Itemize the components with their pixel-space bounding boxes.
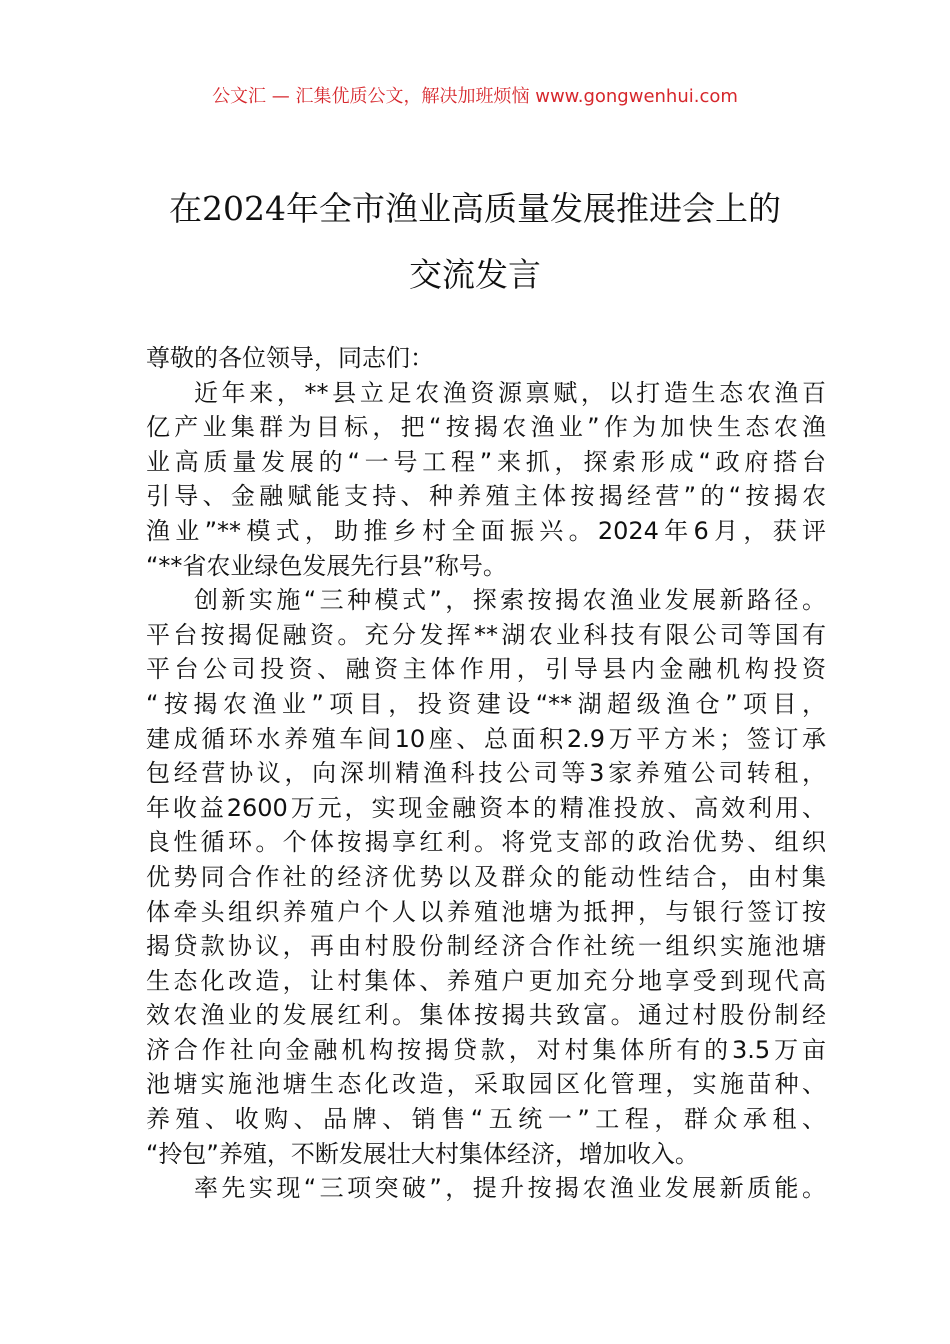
text-line: “按揭农渔业”项目，投资建设“**湖超级渔仓”项目， [146,689,826,718]
document-title [120,176,830,308]
site-header: 公文汇 — 汇集优质公文，解决加班烦恼 www.gongwenhui.com [212,86,738,107]
title-line: 在2024年全市渔业高质量发展推进会上的 [169,189,781,228]
text-line: 亿产业集群为目标，把“按揭农渔业”作为加快生态农渔 [146,413,826,442]
text-line: 渔业”**模式，助推乡村全面振兴。2024年6月，获评 [146,516,826,545]
document-body [146,341,826,1206]
text-line: 优势同合作社的经济优势以及群众的能动性结合，由村集 [146,862,826,891]
text-line: 揭贷款协议，再由村股份制经济合作社统一组织实施池塘 [146,932,826,961]
section-heading-line: 创新实施“三种模式”，探索按揭农渔业发展新路径。 [194,586,826,615]
text-line: 池塘实施池塘生态化改造，采取园区化管理，实施苗种、 [146,1070,826,1099]
text-line: 济合作社向金融机构按揭贷款，对村集体所有的3.5万亩 [146,1035,826,1064]
salutation: 尊敬的各位领导，同志们： [146,344,434,372]
text-line: “拎包”养殖，不断发展壮大村集体经济，增加收入。 [146,1139,699,1168]
text-line: 平台公司投资、融资主体作用，引导县内金融机构投资 [146,655,826,684]
text-line: 平台按揭促融资。充分发挥**湖农业科技有限公司等国有 [146,620,826,649]
text-line: 近年来，**县立足农渔资源禀赋，以打造生态农渔百 [194,378,826,407]
text-line: 建成循环水养殖车间10座、总面积2.9万平方米；签订承 [146,724,826,753]
text-line: 包经营协议，向深圳精渔科技公司等3家养殖公司转租， [146,759,826,788]
text-line: “**省农业绿色发展先行县”称号。 [146,551,507,580]
text-line: 效农渔业的发展红利。集体按揭共致富。通过村股份制经 [146,1001,826,1030]
text-line: 体牵头组织养殖户个人以养殖池塘为抵押，与银行签订按 [146,897,826,926]
text-line: 年收益2600万元，实现金融资本的精准投放、高效利用、 [146,793,826,822]
section-heading-line: 率先实现“三项突破”，提升按揭农渔业发展新质能。 [194,1174,826,1203]
text-line: 良性循环。个体按揭享红利。将党支部的政治优势、组织 [146,828,826,857]
text-line: 业高质量发展的“一号工程”来抓，探索形成“政府搭台 [146,447,826,476]
text-line: 生态化改造，让村集体、养殖户更加充分地享受到现代高 [146,966,826,995]
text-line: 养殖、收购、品牌、销售“五统一”工程，群众承租、 [146,1105,826,1134]
title-line: 交流发言 [409,255,541,294]
text-line: 引导、金融赋能支持、种养殖主体按揭经营”的“按揭农 [146,482,826,511]
